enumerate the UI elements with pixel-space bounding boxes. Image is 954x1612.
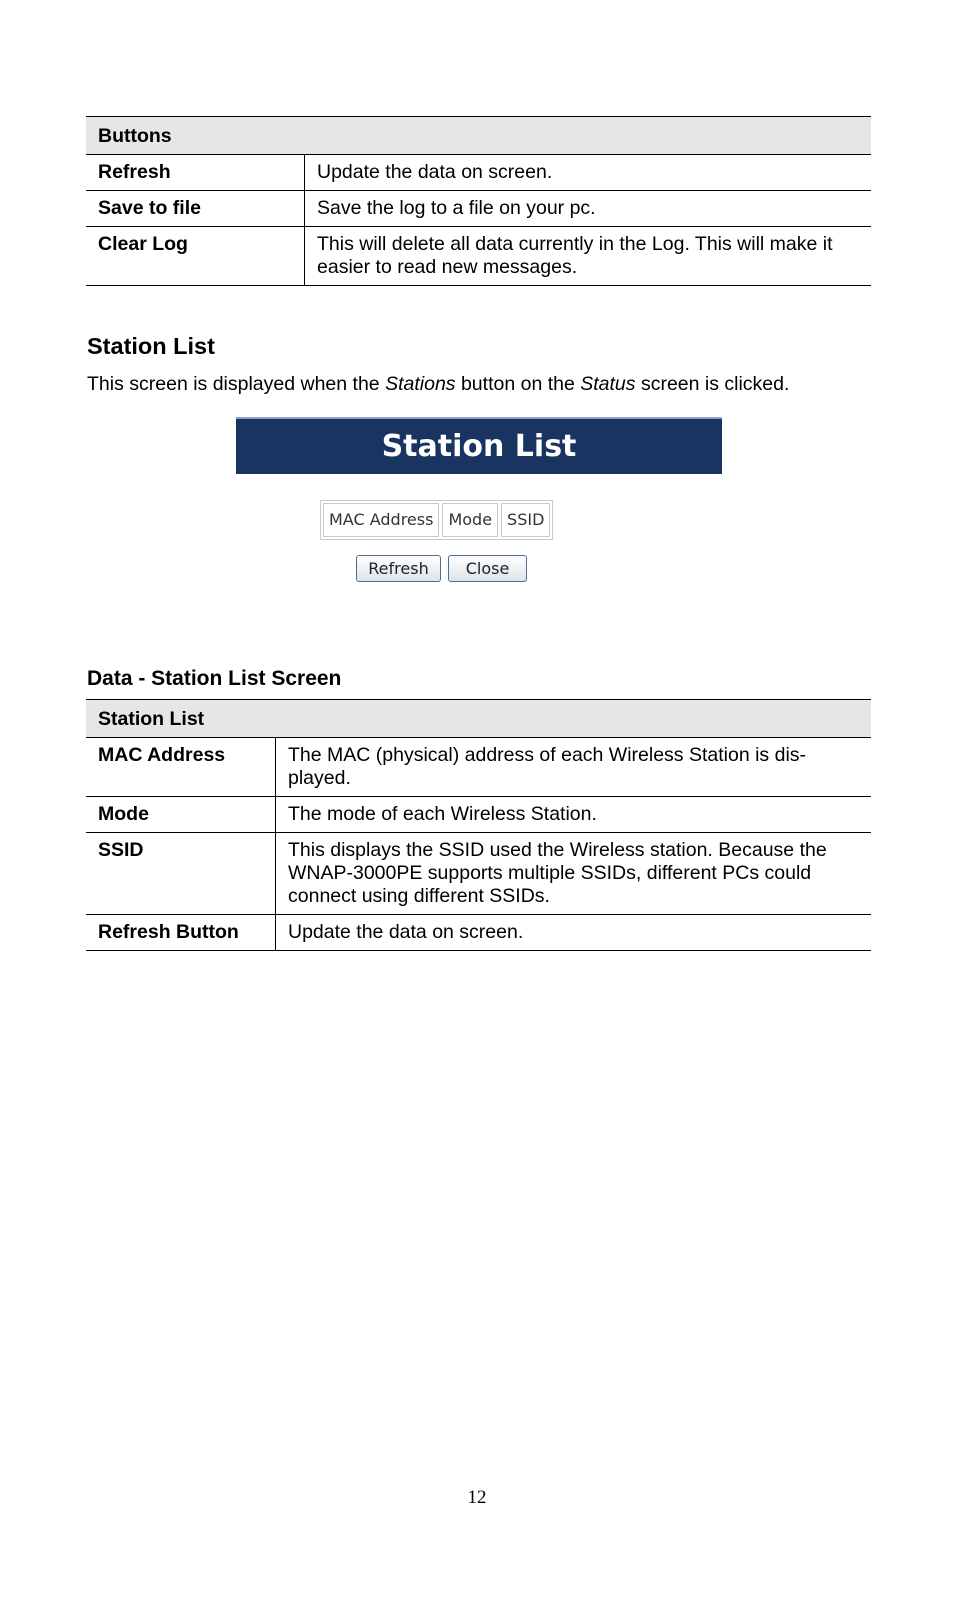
intro-emphasis-stations: Stations [385, 373, 456, 395]
table-header-row [86, 117, 871, 155]
row-label: Mode [86, 797, 276, 833]
close-button[interactable]: Close [448, 555, 527, 582]
station-list-data-table [86, 699, 871, 951]
row-label: SSID [86, 833, 276, 915]
section-heading: Station List [87, 333, 215, 359]
table-row [86, 797, 871, 833]
table-row [86, 227, 871, 286]
column-header-mac-address: MAC Address [323, 503, 439, 537]
intro-text: This screen is displayed when the [87, 373, 386, 395]
row-description: This will delete all data currently in the Log. This will make it easier to read new messages. [305, 227, 872, 286]
data-section-heading: Data - Station List Screen [87, 667, 342, 690]
table-row [86, 833, 871, 915]
table-header-row [86, 700, 871, 738]
screenshot-banner: Station List [236, 417, 722, 474]
row-label: Clear Log [86, 227, 305, 286]
intro-paragraph [87, 373, 789, 396]
row-label: Refresh Button [86, 915, 276, 951]
screenshot-station-table [320, 500, 553, 540]
column-header-ssid: SSID [501, 503, 550, 537]
page-number: 12 [467, 1487, 487, 1508]
table-header: Buttons [86, 117, 871, 155]
row-description: The MAC (physical) address of each Wireless Station is dis-played. [276, 738, 872, 797]
buttons-table [86, 116, 871, 286]
intro-text: screen is clicked. [635, 373, 790, 395]
row-description: Update the data on screen. [276, 915, 872, 951]
table-row [86, 915, 871, 951]
table-row [86, 738, 871, 797]
row-description: This displays the SSID used the Wireless station. Because the WNAP-3000PE supports multiple SSIDs, different PCs could connect using different SSIDs. [276, 833, 872, 915]
row-label: Refresh [86, 155, 305, 191]
row-description: The mode of each Wireless Station. [276, 797, 872, 833]
column-header-mode: Mode [442, 503, 498, 537]
refresh-button[interactable]: Refresh [356, 555, 441, 582]
table-row [86, 155, 871, 191]
row-label: MAC Address [86, 738, 276, 797]
intro-text: button on the [455, 373, 581, 395]
row-description: Update the data on screen. [305, 155, 872, 191]
table-row [86, 191, 871, 227]
intro-emphasis-status: Status [580, 373, 636, 395]
row-description: Save the log to a file on your pc. [305, 191, 872, 227]
table-header: Station List [86, 700, 871, 738]
row-label: Save to file [86, 191, 305, 227]
